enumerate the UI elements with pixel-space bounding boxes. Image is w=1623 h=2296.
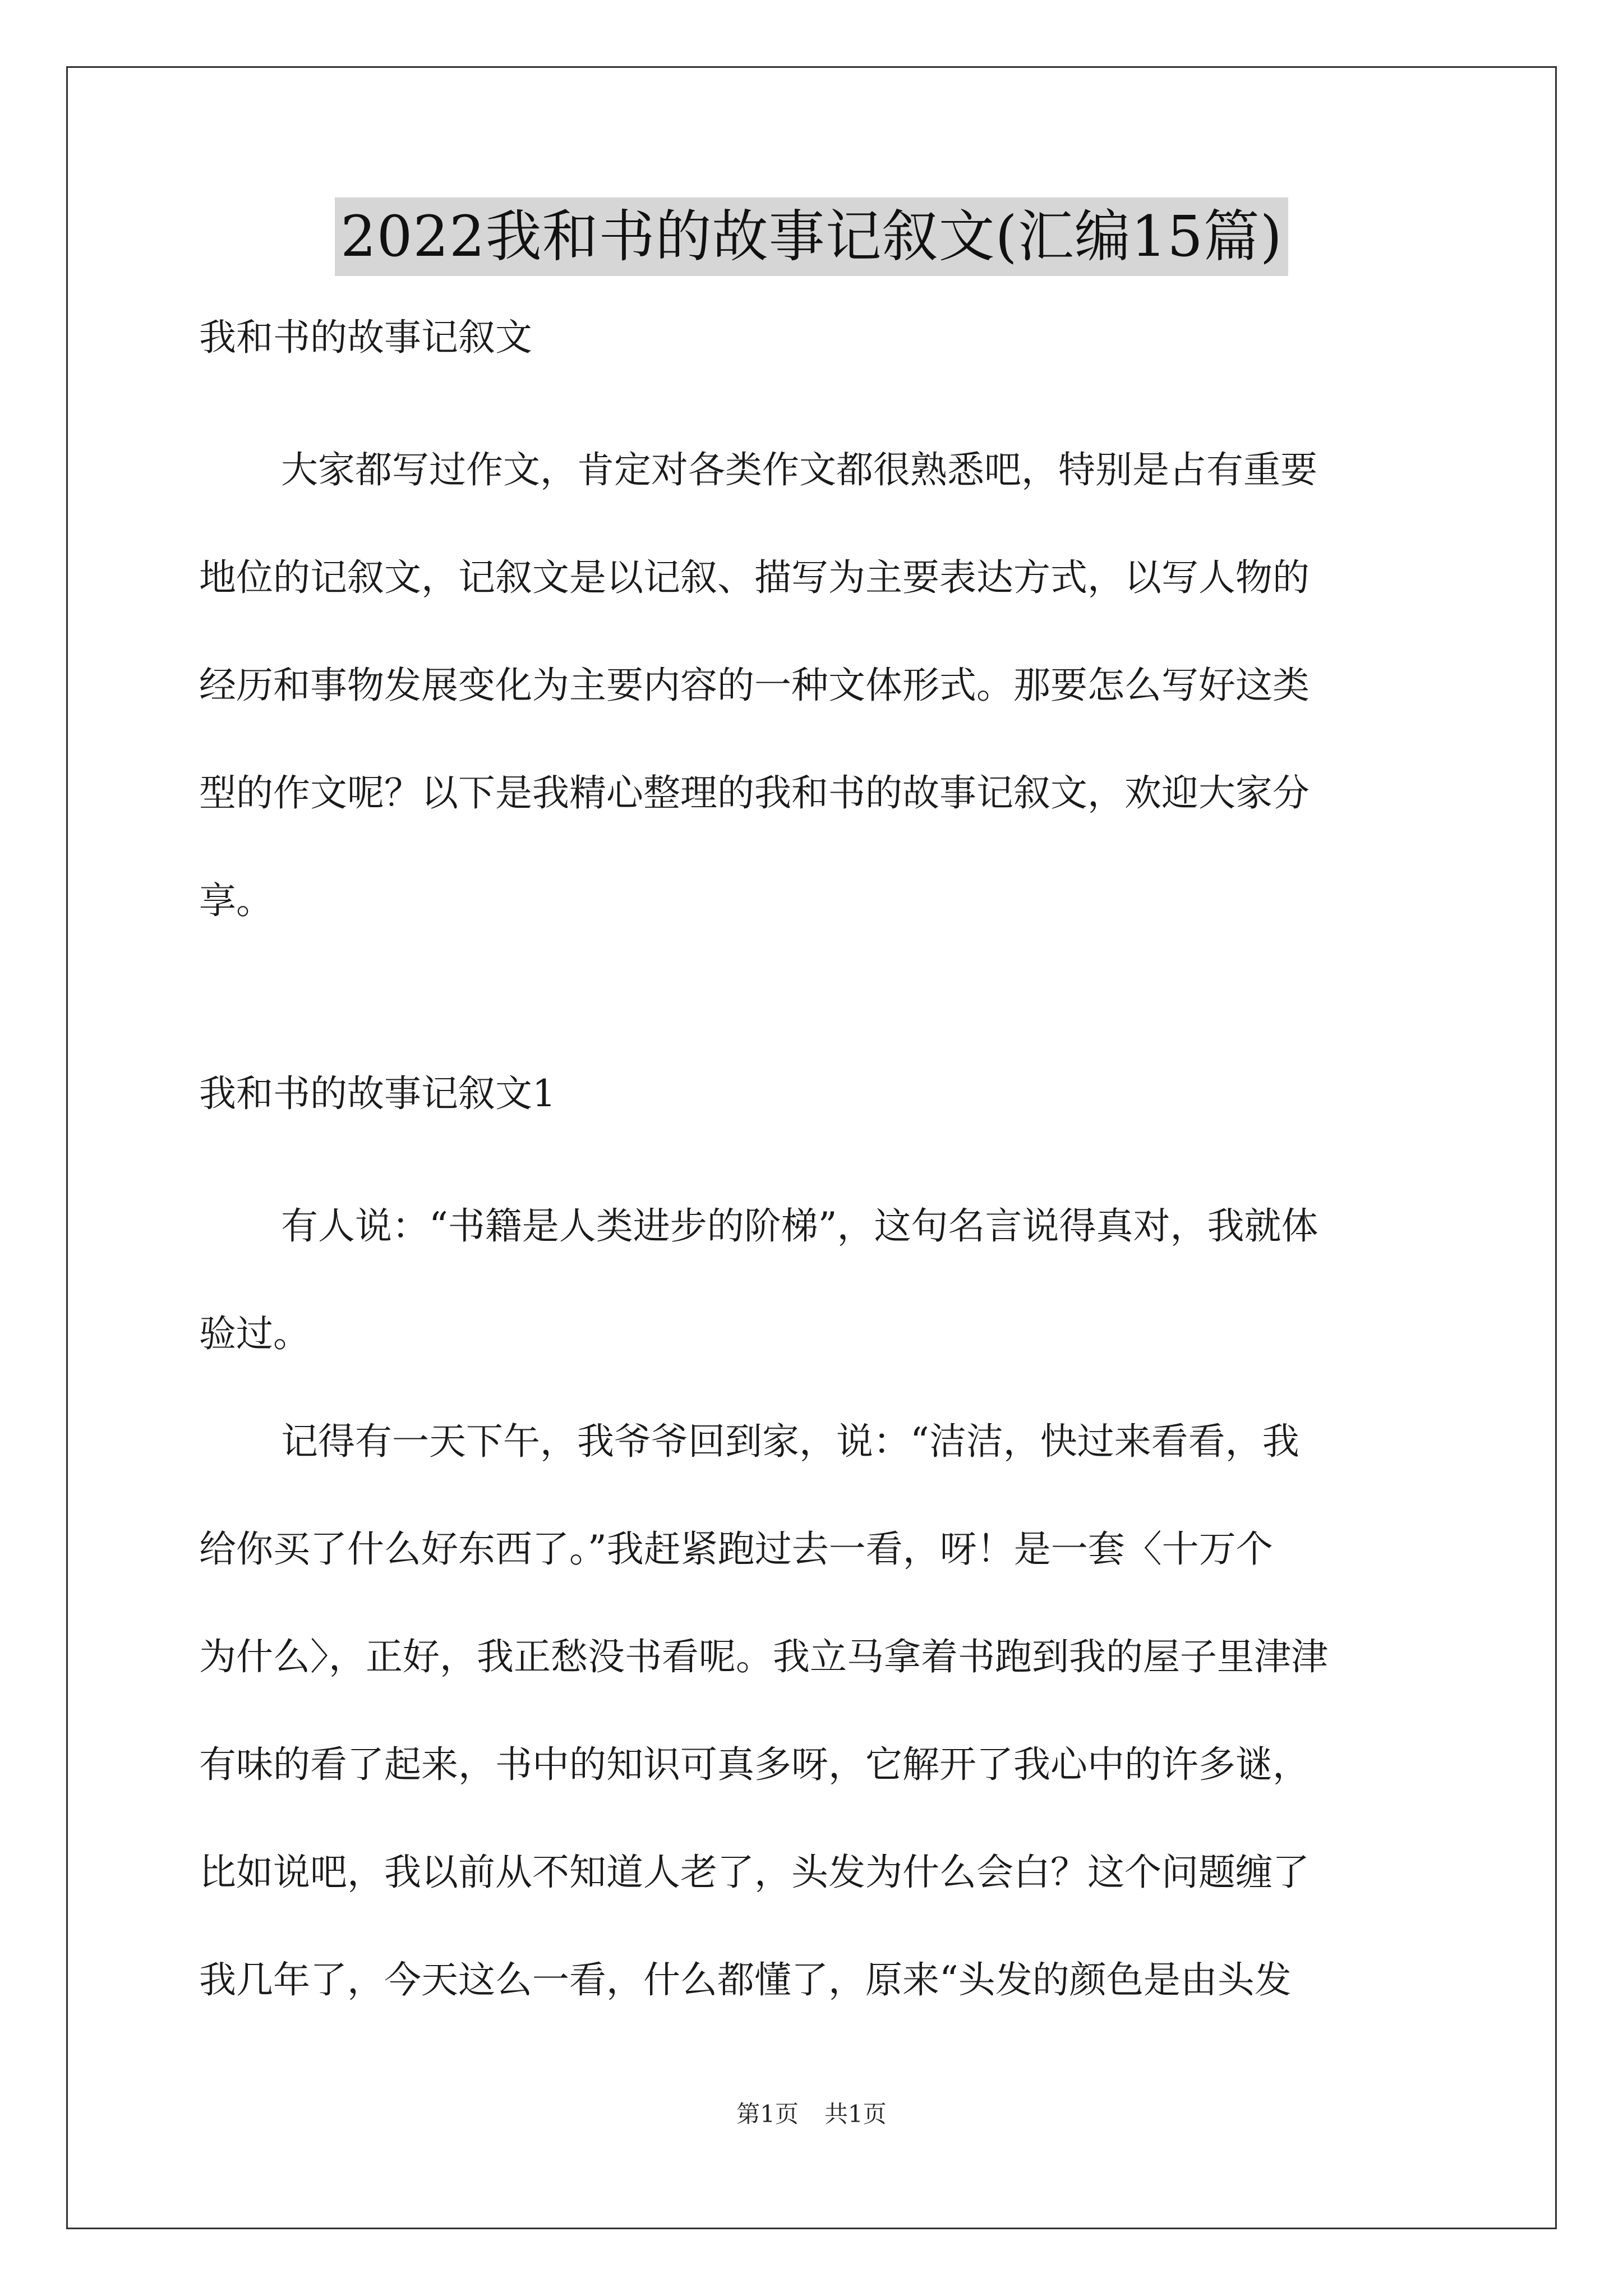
paragraph-line: 有人说：“书籍是人类进步的阶梯”，这句名言说得真对，我就体 — [281, 1204, 1318, 1248]
title-container — [0, 197, 1623, 276]
paragraph-line: 大家都写过作文，肯定对各类作文都很熟悉吧，特别是占有重要 — [281, 448, 1317, 491]
paragraph-line: 给你买了什么好东西了。”我赶紧跑过去一看，呀！是一套〈十万个 — [199, 1527, 1273, 1571]
paragraph-line: 型的作文呢？以下是我精心整理的我和书的故事记叙文，欢迎大家分 — [199, 771, 1310, 815]
paragraph-line: 比如说吧，我以前从不知道人老了，头发为什么会白？这个问题缠了 — [199, 1851, 1310, 1894]
paragraph-line: 有味的看了起来，书中的知识可真多呀，它解开了我心中的许多谜， — [199, 1743, 1310, 1786]
section-heading: 我和书的故事记叙文 — [199, 316, 532, 359]
paragraph-line: 地位的记叙文，记叙文是以记叙、描写为主要表达方式，以写人物的 — [199, 556, 1310, 599]
paragraph-line: 验过。 — [199, 1312, 310, 1355]
page-footer — [0, 2096, 1623, 2129]
page-number-total: 共1页 — [824, 2100, 887, 2128]
document-body — [199, 310, 1427, 2034]
document-title: 2022我和书的故事记叙文(汇编15篇) — [335, 197, 1288, 276]
intro-paragraph — [199, 416, 1427, 955]
paragraph-line: 记得有一天下午，我爷爷回到家，说：“洁洁，快过来看看，我 — [281, 1420, 1299, 1463]
essay-1-paragraph-1 — [199, 1172, 1427, 1388]
essay-1-heading: 我和书的故事记叙文1 — [199, 1072, 556, 1115]
paragraph-line: 经历和事物发展变化为主要内容的一种文体形式。那要怎么写好这类 — [199, 664, 1310, 707]
spacer — [199, 955, 1427, 1066]
paragraph-line: 享。 — [199, 879, 273, 922]
paragraph-line: 为什么〉，正好，我正愁没书看呢。我立马拿着书跑到我的屋子里津津 — [199, 1635, 1328, 1678]
paragraph-line: 我几年了，今天这么一看，什么都懂了，原来“头发的颜色是由头发 — [199, 1958, 1292, 2001]
essay-1-paragraph-2 — [199, 1388, 1427, 2034]
page-number-current: 第1页 — [736, 2100, 799, 2128]
